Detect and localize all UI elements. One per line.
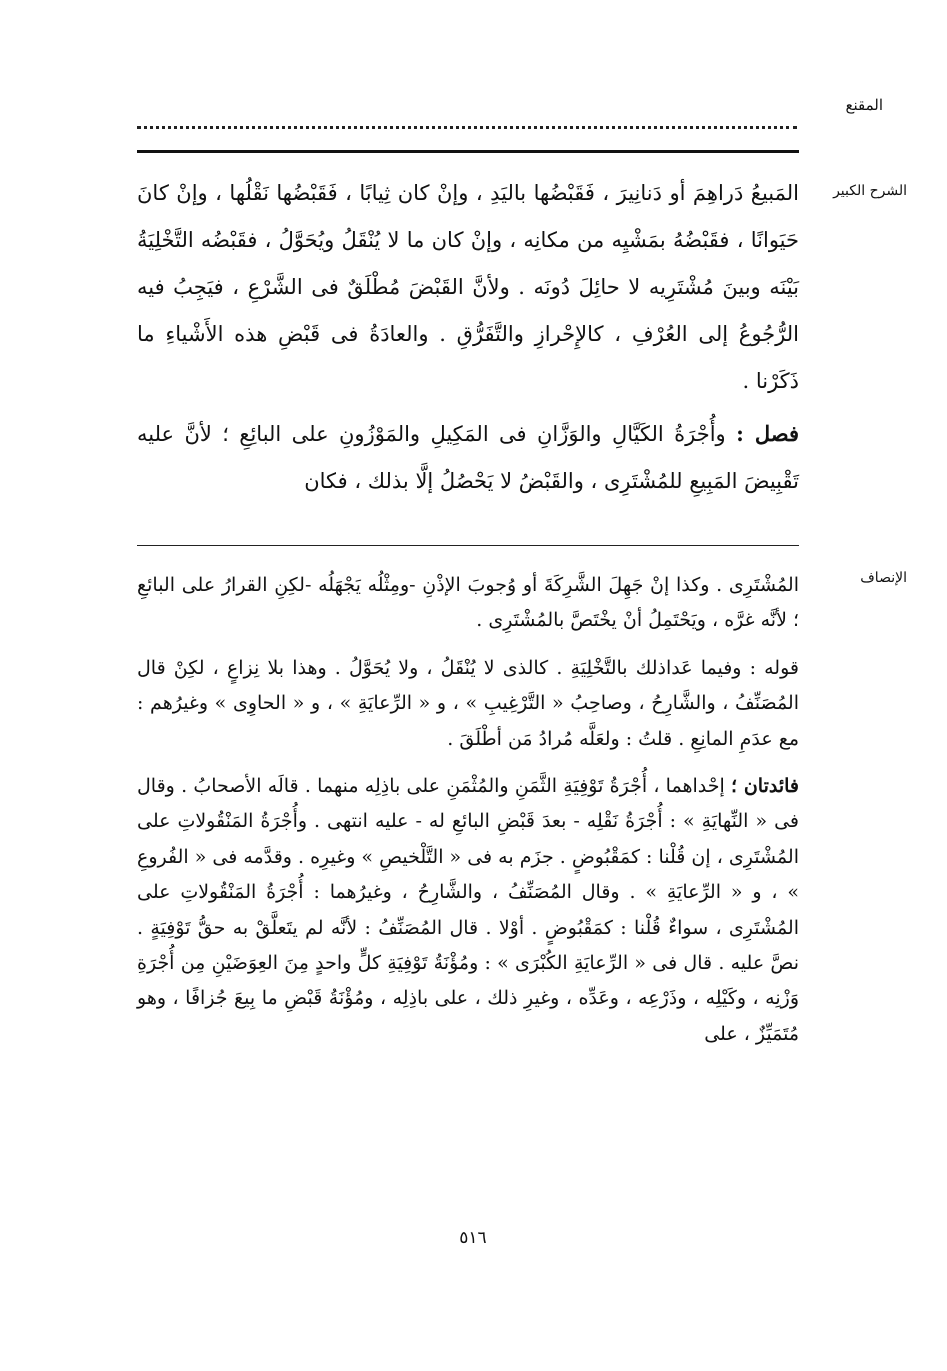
book-title: المقنع [845, 96, 883, 114]
faidatan-text: إحْداهما ، أُجْرَةُ تَوْفِيَةِ الثَّمَنِ والمُثْمَنِ على باذِلِه منهما . قالَه الأصحابُ . وقال فى « النِّهايَةِ » : أُجْرَةُ نَقْلِه - بعدَ قَبْضِ البائعِ له - عليه انتهى . وأُجْرَةُ المَنْقُولاتِ على المُشْتَرِى ، إن قُلْنا : كمَقْبُوضٍ . جزَم به فى « التَّلْخيصِ » وغيرِه . وقدَّمه فى « الفُروعِ » ، و « الرِّعايَةِ » . وقال المُصَنِّفُ ، والشَّارِحُ ، وغيرُهما : أُجْرَةُ المَنْقُولاتِ على المُشْتَرِى ، سواءٌ قُلْنا : كمَقْبُوضٍ . أوْلا . قال المُصَنِّفُ : لأنَّه لم يتَعلَّقْ به حقُّ تَوْفِيَةٍ . نصَّ عليه . قال فى « الرِّعايَةِ الكُبْرَى » : ومُؤْنَةُ تَوْفِيَةِ كلٍّ واحدٍ مِنَ العِوَضَيْنِ مِن أُجْرَةِ وَزْنِه ، وكَيْلِه ، وذَرْعِه ، وعَدِّه ، وغيرِ ذلك ، على باذِلِه ، ومُؤْنَةُ قَبْضِ ما بِيعَ جُزافًا ، وهو مُتَمَيِّزٌ ، على [137, 775, 799, 1045]
insaf-text [137, 568, 799, 1052]
faidatan-heading: فائدتان ؛ [731, 775, 800, 798]
insaf-paragraph-1: المُشْتَرِى . وكذا إنْ جَهِلَ الشَّرِكَةَ أو وُجوبَ الإذْنِ -ومِثْلُه يَجْهَلُه -لكِنِ القرارُ على البائعِ ؛ لأنَّه غرَّه ، ويَحْتَمِلُ أنْ يخْتَصَّ بالمُشْتَرِى . [137, 574, 799, 632]
fasl-text: وأُجْرَةُ الكَيَّالِ والوَزَّانِ فى المَكِيلِ والمَوْزُونِ على البائِعِ ؛ لأنَّ عليه تَقْبِيضَ المَبِيعِ للمُشْتَرِى ، والقَبْضُ لا يَحْصُلُ إلَّا بذلك ، فكان [137, 422, 799, 493]
sharh-text [137, 170, 799, 505]
section-divider [137, 545, 799, 546]
header-rule [137, 150, 799, 153]
insaf-paragraph-3 [137, 769, 799, 1052]
fasl-heading: فصل : [736, 421, 799, 446]
header-dotted-rule [137, 118, 797, 129]
section-label-insaf: الإنصاف [860, 570, 907, 586]
sharh-paragraph-1: المَبيعُ دَراهِمَ أو دَنانِيرَ ، فَقَبْضُها باليَدِ ، وإنْ كان ثِيابًا ، فَقَبْضُها نَقْلُها ، وإنْ كانَ حَيَوانًا ، فقَبْضُهُ بمَشْيِه من مكانِه ، وإنْ كان ما لا يُنْقَلُ ويُحَوَّلُ ، فقَبْضُه التَّخْلِيَةُ بَيْنَه وبينَ مُشْتَرِيه لا حائِلَ دُونَه . ولأنَّ القَبْضَ مُطْلَقٌ فى الشَّرْعِ ، فيَجِبُ فيه الرُّجُوعُ إلى العُرْفِ ، كالإِحْرازِ والتَّفَرُّقِ . والعادَةُ فى قَبْضِ هذه الأَشْياءِ ما ذَكَرْنا . [137, 181, 799, 393]
sharh-paragraph-2 [137, 410, 799, 505]
section-label-sharh: الشرح الكبير [833, 183, 907, 199]
page-number: ٥١٦ [459, 1228, 487, 1248]
insaf-paragraph-2: قوله : وفيما عَداذلك بالتَّخْلِيَةِ . كالذى لا يُنْقَلُ ، ولا يُحَوَّلُ . وهذا بلا نِزاعٍ ، لكِنْ قال المُصَنِّفُ ، والشَّارِحُ ، وصاحِبُ « التَّرْغِيبِ » ، و « الرِّعايَةِ » ، و « الحاوِى » وغيرُهم : مع عدَمِ المانِعِ . قلتُ : ولعَلَّه مُرادُ مَن أطْلَقَ . [137, 656, 799, 750]
